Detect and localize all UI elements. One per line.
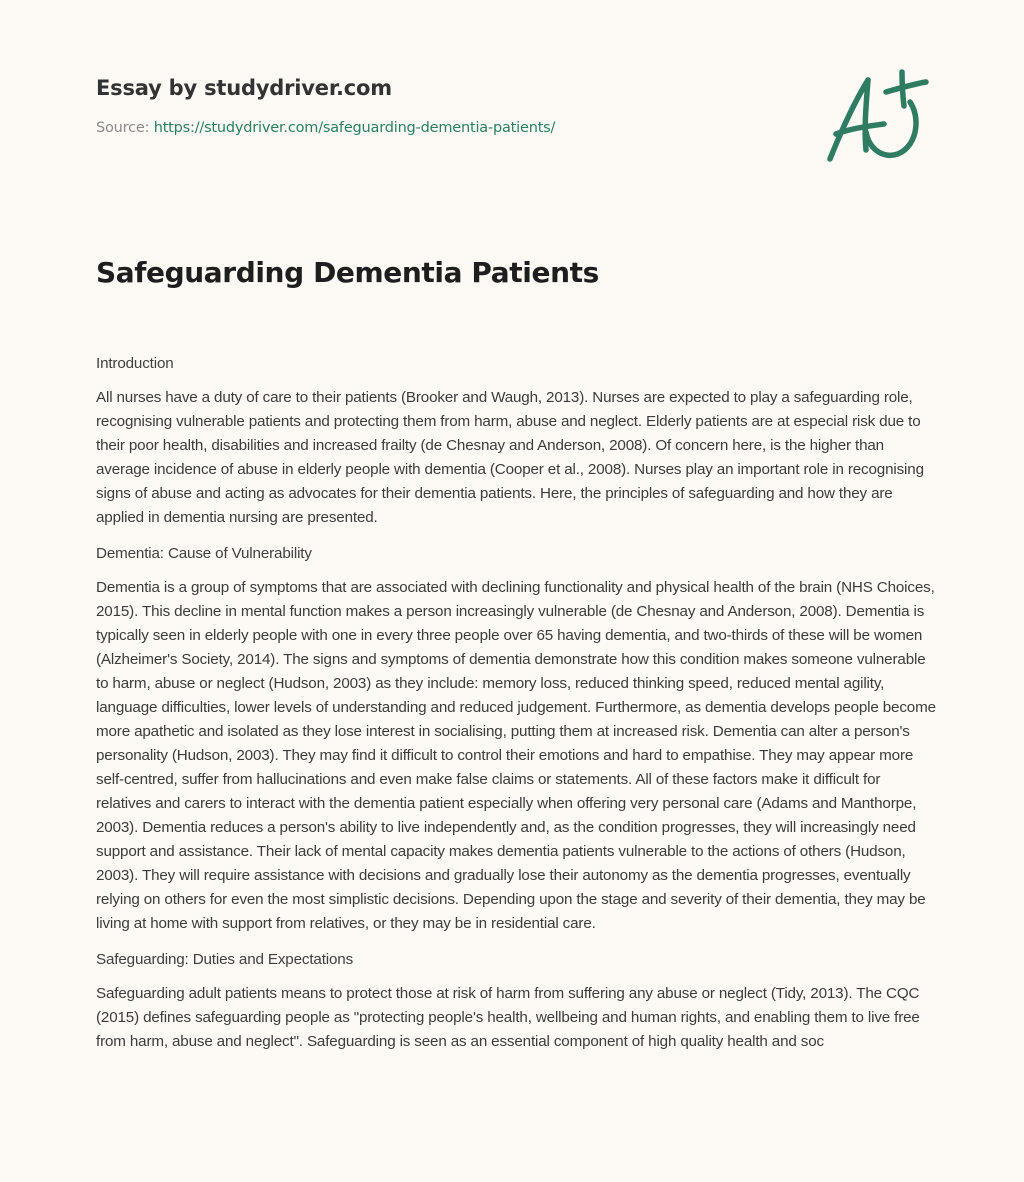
section-safeguarding-duties [96, 948, 938, 1054]
essay-body [96, 352, 938, 1066]
section-dementia-vulnerability [96, 542, 938, 936]
section-heading: Introduction [96, 355, 174, 372]
source-line [96, 120, 555, 136]
page-title: Safeguarding Dementia Patients [96, 256, 599, 289]
paragraph: All nurses have a duty of care to their patients (Brooker and Waugh, 2013). Nurses are expected to play a safeguarding role, recognising vulnerable patients and protecting them from harm, abuse and neglect. Elderly patients are at especial risk due to their poor health, disabilities and increased frailty (de Chesnay and Anderson, 2008). Of concern here, is the higher than average incidence of abuse in elderly people with dementia (Cooper et al., 2008). Nurses play an important role in recognising signs of abuse and acting as advocates for their dementia patients. Here, the principles of safeguarding and how they are applied in dementia nursing are presented. [96, 389, 924, 526]
paragraph: Dementia is a group of symptoms that are associated with declining functionality and physical health of the brain (NHS Choices, 2015). This decline in mental function makes a person increasingly vulnerable (de Chesnay and Anderson, 2008). Dementia is typically seen in elderly people with one in every three people over 65 having dementia, and two-thirds of these will be women (Alzheimer's Society, 2014). The signs and symptoms of dementia demonstrate how this condition makes someone vulnerable to harm, abuse or neglect (Hudson, 2003) as they include: memory loss, reduced thinking speed, reduced mental agility, language difficulties, lower levels of understanding and reduced judgement. Furthermore, as dementia develops people become more apathetic and isolated as they lose interest in socialising, putting them at increased risk. Dementia can alter a person's personality (Hudson, 2003). They may find it difficult to control their emotions and hard to empathise. They may appear more self-centred, suffer from hallucinations and even make false claims or statements. All of these factors make it difficult for relatives and carers to interact with the dementia patient especially when offering very personal care (Adams and Manthorpe, 2003). Dementia reduces a person's ability to live independently and, as the condition progresses, they will increasingly need support and assistance. Their lack of mental capacity makes dementia patients vulnerable to the actions of others (Hudson, 2003). They will require assistance with decisions and gradually lose their autonomy as the dementia progresses, eventually relying on others for even the most simplistic decisions. Depending upon the stage and severity of their dementia, they may be living at home with support from relatives, or they may be in residential care. [96, 579, 936, 932]
section-heading: Safeguarding: Duties and Expectations [96, 951, 354, 968]
section-heading: Dementia: Cause of Vulnerability [96, 545, 312, 562]
section-introduction [96, 352, 938, 530]
a-plus-grade-icon [822, 66, 932, 166]
source-label: Source: [96, 120, 154, 136]
paragraph: Safeguarding adult patients means to protect those at risk of harm from suffering any abuse or neglect (Tidy, 2013). The CQC (2015) defines safeguarding people as "protecting people's health, wellbeing and human rights, and enabling them to live free from harm, abuse and neglect". Safeguarding is seen as an essential component of high quality health and soc [96, 985, 920, 1050]
essay-header [96, 76, 555, 136]
brand-title: Essay by studydriver.com [96, 76, 392, 100]
source-link[interactable]: https://studydriver.com/safeguarding-dementia-patients/ [153, 120, 556, 136]
